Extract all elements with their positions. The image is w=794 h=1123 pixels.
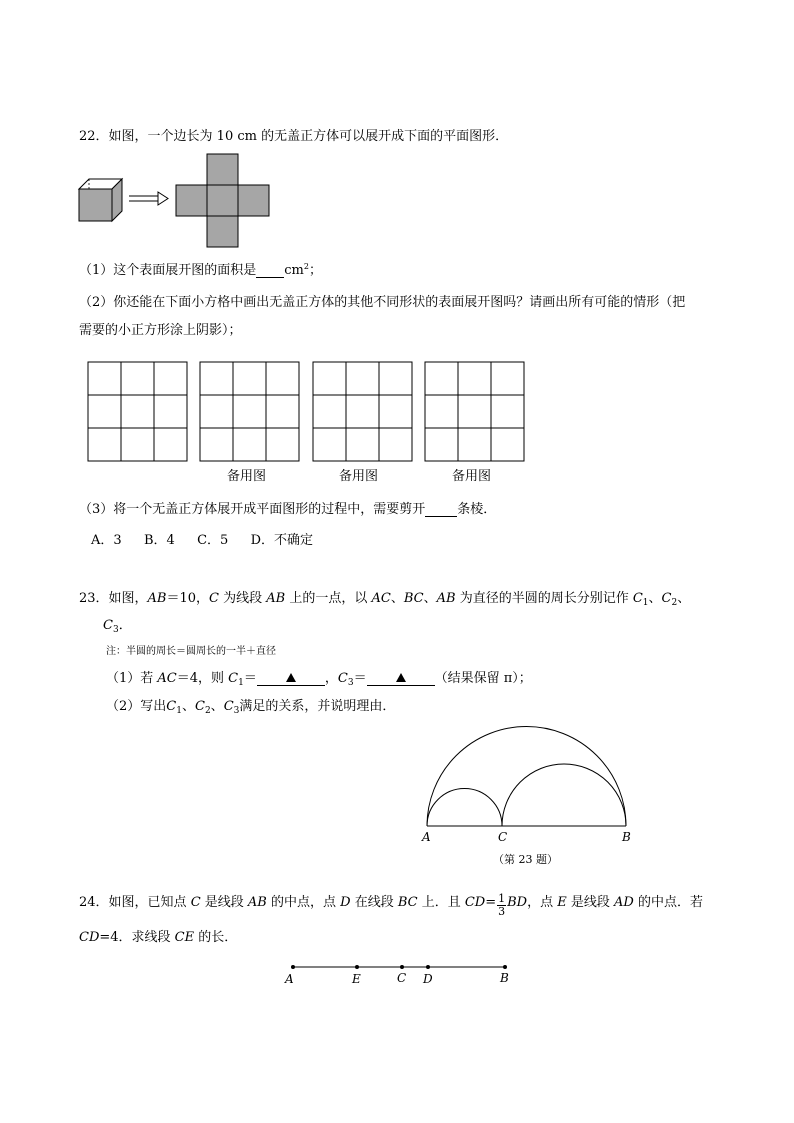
triangle-icon <box>286 673 296 682</box>
figure-caption: （第 23 题） <box>493 853 558 866</box>
q24-label-e: E <box>352 972 361 986</box>
point-label-c: C <box>498 830 508 844</box>
grid-4[interactable] <box>425 362 524 461</box>
open-cube-figure <box>79 179 122 221</box>
point-label-a: A <box>422 830 431 844</box>
q24-label-c: C <box>397 971 407 985</box>
q23-part2: （2）写出$C_1$、$C_2$、$C_3$满足的关系，并说明理由． <box>106 699 396 716</box>
q22-part1: （1）这个表面展开图的面积是 $cm^2$； <box>79 262 322 278</box>
cube-net-figure <box>176 154 269 247</box>
fraction-one-third: $\frac{1}{3}$ <box>498 892 506 918</box>
q22-part2-line2: 需要的小正方形涂上阴影）； <box>79 323 242 338</box>
answer-blank-edges[interactable] <box>425 503 457 517</box>
choice-d[interactable]: D．不确定 <box>250 533 313 548</box>
q23-note: 注：半圆的周长＝圆周长的一半＋直径 <box>106 646 276 657</box>
answer-blank-area[interactable] <box>256 264 284 278</box>
spare-label-3: 备用图 <box>452 469 492 484</box>
q24-stem-line2: CD=4．求线段 CE 的长． <box>79 930 238 945</box>
q23-stem-line2: $C_3$． <box>103 618 132 635</box>
q24-label-a: A <box>285 972 294 986</box>
answer-blank-c3[interactable] <box>367 672 435 686</box>
grid-1[interactable] <box>88 362 187 461</box>
choice-b[interactable]: B．4 <box>143 533 175 548</box>
grid-3[interactable] <box>313 362 412 461</box>
q23-part1: （1）若 AC＝4，则 $C_1=$ ，$C_3=$ （结果保留 π）； <box>106 671 532 688</box>
q22-part2-line1: （2）你还能在下面小方格中画出无盖正方体的其他不同形状的表面展开图吗？请画出所有可能的情形（把 <box>79 295 686 310</box>
spare-label-1: 备用图 <box>227 469 267 484</box>
q24-label-d: D <box>423 972 433 986</box>
q22-choices <box>91 534 313 547</box>
q24-label-b: B <box>500 971 509 985</box>
spare-label-2: 备用图 <box>339 469 379 484</box>
q22-stem: 22．如图，一个边长为 10 cm 的无盖正方体可以展开成下面的平面图形． <box>79 129 509 144</box>
triangle-icon <box>396 673 406 682</box>
q23-stem-line1: 23．如图，AB＝10，C 为线段 AB 上的一点，以 AC、BC、AB 为直径的半圆的周长分别记作 $C_1$、$C_2$、 <box>79 591 691 608</box>
q22-part3: （3）将一个无盖正方体展开成平面图形的过程中，需要剪开 条棱． <box>79 502 497 517</box>
answer-blank-c1[interactable] <box>257 672 325 686</box>
choice-a[interactable]: A．3 <box>91 533 122 548</box>
choice-c[interactable]: C．5 <box>197 533 229 548</box>
point-label-b: B <box>622 830 631 844</box>
q24-stem-line1: 24．如图，已知点 C 是线段 AB 的中点，点 D 在线段 BC 上．且 CD= $\frac{1}{3}$ BD，点 E 是线段 AD 的中点．若 <box>79 892 703 918</box>
arrow-icon <box>129 192 168 205</box>
grid-2[interactable] <box>200 362 299 461</box>
